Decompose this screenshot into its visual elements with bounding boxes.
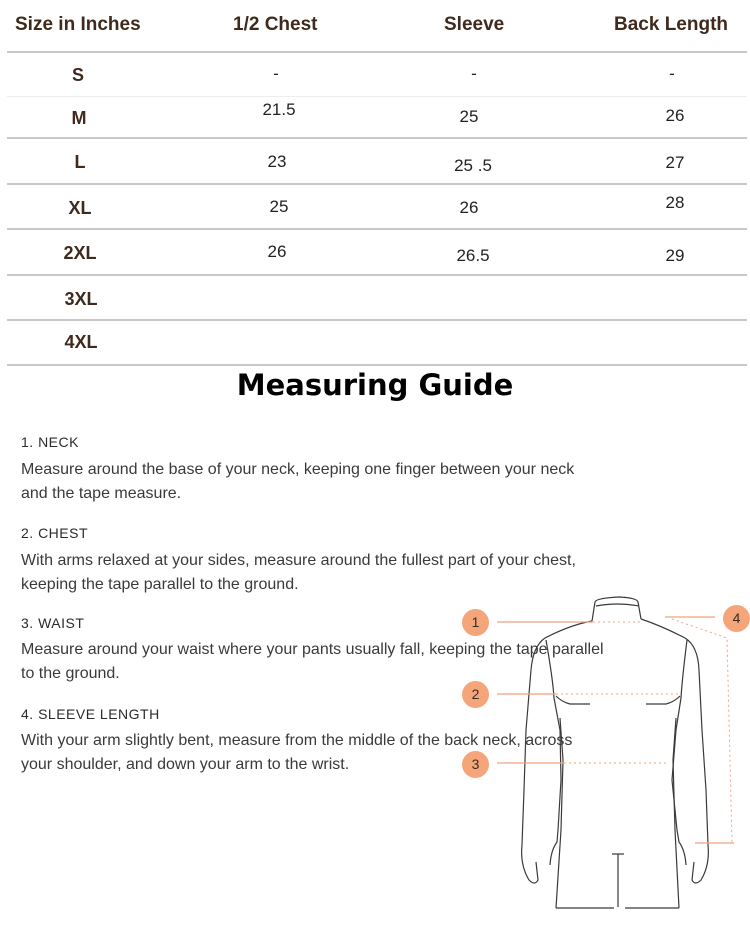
- marker-2-badge: 2: [462, 681, 489, 708]
- back-length-value: 27: [665, 153, 685, 172]
- marker-1-badge: 1: [462, 609, 489, 636]
- size-label: L: [74, 152, 86, 172]
- section-heading: 3. WAIST: [21, 615, 85, 631]
- header-back-length: Back Length: [614, 14, 729, 35]
- row-divider: [7, 228, 747, 230]
- size-label: 2XL: [63, 243, 97, 263]
- back-length-value: 28: [665, 193, 685, 212]
- row-divider: [7, 183, 747, 185]
- section-text: With arms relaxed at your sides, measure around the fullest part of your chest, keeping the tape parallel to the ground.: [21, 552, 576, 593]
- back-length-value: -: [669, 64, 675, 83]
- chest-value: 23: [267, 152, 287, 171]
- section-heading: 4. SLEEVE LENGTH: [21, 706, 160, 722]
- header-size: Size in Inches: [15, 14, 141, 35]
- row-divider: [7, 137, 747, 139]
- header-sleeve: Sleeve: [444, 14, 505, 35]
- row-divider: [7, 364, 747, 366]
- section-text: With your arm slightly bent, measure from the middle of the back neck, across your shoulder, and down your arm to the wrist.: [21, 732, 573, 773]
- size-label: 4XL: [64, 332, 98, 352]
- back-length-value: 29: [665, 246, 685, 265]
- size-label: M: [71, 108, 87, 128]
- header-chest: 1/2 Chest: [233, 14, 318, 35]
- sleeve-value: 26.5: [456, 246, 490, 265]
- size-label: XL: [68, 198, 92, 218]
- sleeve-value: -: [471, 64, 477, 83]
- row-divider: [7, 274, 747, 276]
- sleeve-value: 25 .5: [454, 156, 492, 175]
- chest-value: 21.5: [262, 100, 296, 119]
- section-heading: 2. CHEST: [21, 525, 89, 541]
- back-length-value: 26: [665, 106, 685, 125]
- size-label: S: [71, 65, 85, 85]
- sleeve-value: 26: [459, 198, 479, 217]
- torso-outline-icon: [450, 580, 750, 930]
- section-text: Measure around your waist where your pants usually fall, keeping the tape parallel to the ground.: [21, 641, 604, 682]
- marker-3-badge: 3: [462, 751, 489, 778]
- sleeve-value: 25: [459, 107, 479, 126]
- marker-4-badge: 4: [723, 605, 750, 632]
- measuring-guide-title: Measuring Guide: [236, 368, 514, 402]
- row-divider: [7, 319, 747, 321]
- size-label: 3XL: [64, 289, 98, 309]
- section-heading: 1. NECK: [21, 434, 79, 450]
- section-text: Measure around the base of your neck, keeping one finger between your neck and the tape measure.: [21, 461, 575, 502]
- body-measurement-figure: [450, 580, 750, 930]
- chest-value: 25: [269, 197, 289, 216]
- chest-value: 26: [267, 242, 287, 261]
- row-divider: [7, 51, 747, 53]
- row-divider: [7, 96, 747, 97]
- chest-value: -: [273, 64, 279, 83]
